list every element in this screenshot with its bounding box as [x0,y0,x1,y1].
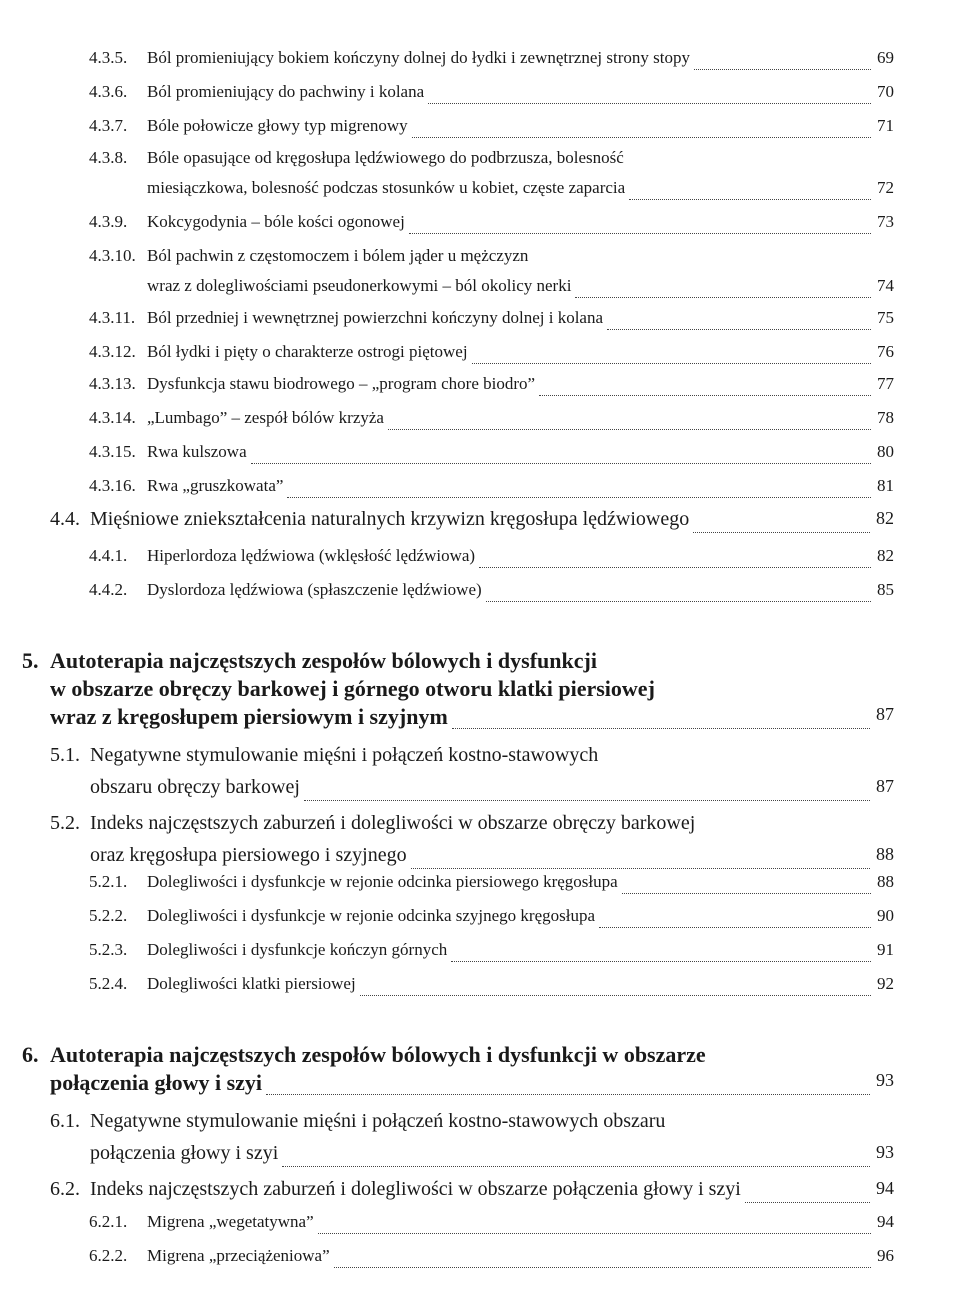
entry-title: Rwa „gruszkowata” [147,476,284,495]
page-number: 69 [877,48,894,67]
toc-entry-5-2[interactable] [0,812,960,876]
chapter-number: 6. [22,1042,39,1067]
entry-number: 4.3.15. [89,442,136,461]
page-number: 88 [876,844,894,864]
entry-title: Ból przedniej i wewnętrznej powierzchni kończyny dolnej i kolana [147,308,604,327]
dot-leader [629,199,871,200]
dot-leader [411,868,870,869]
dot-leader [622,893,871,894]
entry-title: Rwa kulszowa [147,442,247,461]
dot-leader [539,395,871,396]
entry-number: 5.1. [50,744,80,766]
page-number: 74 [877,276,894,295]
entry-title: Migrena „wegetatywna” [147,1212,314,1231]
toc-line [0,374,960,404]
page-number: 80 [877,442,894,461]
dot-leader [304,800,870,801]
toc-entry-5-2-1[interactable] [0,872,960,902]
page-number: 75 [877,308,894,327]
dot-leader [266,1094,870,1095]
entry-title: Mięśniowe zniekształcenia naturalnych krzywizn kręgosłupa lędźwiowego [90,508,690,530]
toc-line [0,476,960,506]
entry-title: Dolegliwości i dysfunkcje w rejonie odcinka piersiowego kręgosłupa [147,872,618,891]
entry-number: 4.3.5. [89,48,128,67]
toc-line [0,676,960,704]
page-number: 93 [876,1070,894,1090]
toc-entry-4-3-9[interactable] [0,212,960,242]
entry-number: 4.3.8. [89,148,128,167]
entry-title: Ból pachwin z częstomoczem i bólem jąder u mężczyzn [147,246,529,265]
page-number: 87 [876,776,894,796]
toc-line [0,744,960,776]
toc-entry-4-3-10[interactable] [0,246,960,306]
entry-number: 4.3.11. [89,308,136,327]
toc-line [0,1070,960,1098]
dot-leader [472,363,871,364]
toc-line [0,1042,960,1070]
page-number: 76 [877,342,894,361]
entry-title: Kokcygodynia – bóle kości ogonowej [147,212,405,231]
dot-leader [599,927,871,928]
dot-leader [409,233,871,234]
entry-number: 5.2.3. [89,940,128,959]
entry-title-continued: miesiączkowa, bolesność podczas stosunków u kobiet, częste zaparcia [147,178,626,197]
entry-title: Dyslordoza lędźwiowa (spłaszczenie lędźwiowe) [147,580,482,599]
entry-title: Dolegliwości klatki piersiowej [147,974,356,993]
toc-chapter-6[interactable] [0,1042,960,1098]
toc-entry-4-3-15[interactable] [0,442,960,472]
page-number: 87 [876,704,894,724]
dot-leader [486,601,871,602]
entry-number: 5.2. [50,812,80,834]
toc-entry-5-2-2[interactable] [0,906,960,936]
dot-leader [318,1233,871,1234]
page-number: 77 [877,374,894,393]
toc-line [0,1142,960,1174]
page-number: 92 [877,974,894,993]
toc-entry-4-4[interactable] [0,508,960,540]
page-number: 90 [877,906,894,925]
toc-entry-4-3-11[interactable] [0,308,960,338]
toc-line [0,508,960,540]
entry-title: „Lumbago” – zespół bólów krzyża [147,408,384,427]
entry-title-continued: wraz z dolegliwościami pseudonerkowymi – ból okolicy nerki [147,276,572,295]
entry-title: Ból łydki i pięty o charakterze ostrogi piętowej [147,342,468,361]
entry-title: Dolegliwości i dysfunkcje kończyn górnych [147,940,448,959]
toc-entry-4-3-8[interactable] [0,148,960,208]
toc-line [0,648,960,676]
entry-number: 4.3.12. [89,342,136,361]
entry-number: 4.3.6. [89,82,128,101]
entry-number: 6.2.1. [89,1212,128,1231]
dot-leader [575,297,871,298]
dot-leader [287,497,871,498]
toc-line [0,872,960,902]
chapter-title-continued: w obszarze obręczy barkowej i górnego otworu klatki piersiowej [50,676,655,701]
dot-leader [282,1166,870,1167]
entry-title: Indeks najczęstszych zaburzeń i dolegliwości w obszarze połączenia głowy i szyi [90,1178,741,1200]
entry-title: Ból promieniujący bokiem kończyny dolnej do łydki i zewnętrznej strony stopy [147,48,690,67]
entry-number: 4.4.1. [89,546,128,565]
toc-line [0,974,960,1004]
dot-leader [745,1202,870,1203]
page-number: 91 [877,940,894,959]
toc-entry-4-4-2[interactable] [0,580,960,610]
entry-title: Dysfunkcja stawu biodrowego – „program chore biodro” [147,374,536,393]
page-number: 73 [877,212,894,231]
entry-number: 4.3.7. [89,116,128,135]
entry-title: Dolegliwości i dysfunkcje w rejonie odcinka szyjnego kręgosłupa [147,906,596,925]
toc-entry-4-3-7[interactable] [0,116,960,146]
toc-line [0,776,960,808]
page-number: 78 [877,408,894,427]
toc-line [0,1212,960,1242]
toc-line [0,1246,960,1276]
toc-entry-6-1[interactable] [0,1110,960,1174]
entry-number: 4.3.9. [89,212,128,231]
toc-line [0,212,960,242]
toc-line [0,1178,960,1210]
toc-line [0,178,960,208]
page-number: 94 [877,1212,894,1231]
chapter-number: 5. [22,648,39,673]
toc-entry-4-3-5[interactable] [0,48,960,78]
entry-title: Bóle opasujące od kręgosłupa lędźwiowego do podbrzusza, bolesność [147,148,624,167]
chapter-title-continued: wraz z kręgosłupem piersiowym i szyjnym [50,704,448,729]
page-number: 96 [877,1246,894,1265]
entry-number: 5.2.2. [89,906,128,925]
toc-entry-6-2-1[interactable] [0,1212,960,1242]
entry-number: 4.4.2. [89,580,128,599]
toc-entry-4-4-1[interactable] [0,546,960,576]
entry-title-continued: połączenia głowy i szyi [90,1142,279,1164]
dot-leader [479,567,871,568]
entry-title: Bóle połowicze głowy typ migrenowy [147,116,408,135]
entry-number: 6.2. [50,1178,80,1200]
toc-entry-6-2[interactable] [0,1178,960,1210]
entry-number: 6.1. [50,1110,80,1132]
entry-number: 4.3.13. [89,374,136,393]
entry-title-continued: oraz kręgosłupa piersiowego i szyjnego [90,844,407,866]
page-number: 85 [877,580,894,599]
page-number: 82 [877,546,894,565]
entry-title: Negatywne stymulowanie mięśni i połączeń kostno-stawowych obszaru [90,1110,666,1132]
chapter-title: Autoterapia najczęstszych zespołów bólowych i dysfunkcji [50,648,597,673]
toc-line [0,940,960,970]
toc-entry-4-3-12[interactable] [0,342,960,372]
toc-line [0,906,960,936]
toc-line [0,82,960,112]
page-number: 94 [876,1178,894,1198]
page-number: 88 [877,872,894,891]
dot-leader [607,329,871,330]
toc-entry-4-3-13[interactable] [0,374,960,404]
entry-title-continued: obszaru obręczy barkowej [90,776,300,798]
dot-leader [428,103,871,104]
entry-title: Ból promieniujący do pachwiny i kolana [147,82,425,101]
entry-number: 6.2.2. [89,1246,128,1265]
page-number: 93 [876,1142,894,1162]
toc-entry-5-1[interactable] [0,744,960,808]
entry-title: Negatywne stymulowanie mięśni i połączeń kostno-stawowych [90,744,599,766]
entry-title: Migrena „przeciążeniowa” [147,1246,330,1265]
toc-line [0,580,960,610]
page-number: 71 [877,116,894,135]
page-number: 81 [877,476,894,495]
entry-title: Indeks najczęstszych zaburzeń i dolegliwości w obszarze obręczy barkowej [90,812,696,834]
toc-line [0,1110,960,1142]
toc-entry-6-2-2[interactable] [0,1246,960,1276]
toc-line [0,48,960,78]
entry-number: 4.4. [50,508,80,530]
dot-leader [452,728,870,729]
toc-line [0,442,960,472]
toc-line [0,246,960,276]
entry-number: 4.3.14. [89,408,136,427]
dot-leader [334,1267,871,1268]
dot-leader [360,995,871,996]
toc-line [0,546,960,576]
toc-line [0,342,960,372]
dot-leader [251,463,871,464]
toc-chapter-5[interactable] [0,648,960,732]
chapter-title-continued: połączenia głowy i szyi [50,1070,263,1095]
chapter-title: Autoterapia najczęstszych zespołów bólowych i dysfunkcji w obszarze [50,1042,706,1067]
toc-line [0,704,960,732]
toc-entry-4-3-16[interactable] [0,476,960,506]
page-number: 82 [876,508,894,528]
toc-entry-4-3-6[interactable] [0,82,960,112]
entry-number: 4.3.10. [89,246,136,265]
dot-leader [388,429,871,430]
dot-leader [412,137,871,138]
toc-entry-5-2-3[interactable] [0,940,960,970]
toc-line [0,276,960,306]
page-number: 72 [877,178,894,197]
entry-number: 4.3.16. [89,476,136,495]
entry-number: 5.2.1. [89,872,128,891]
toc-line [0,148,960,178]
toc-line [0,812,960,844]
page-number: 70 [877,82,894,101]
entry-title: Hiperlordoza lędźwiowa (wklęsłość lędźwiowa) [147,546,476,565]
toc-line [0,308,960,338]
dot-leader [694,69,871,70]
toc-entry-5-2-4[interactable] [0,974,960,1004]
dot-leader [693,532,870,533]
toc-line [0,408,960,438]
entry-number: 5.2.4. [89,974,128,993]
dot-leader [451,961,871,962]
toc-line [0,116,960,146]
toc-entry-4-3-14[interactable] [0,408,960,438]
